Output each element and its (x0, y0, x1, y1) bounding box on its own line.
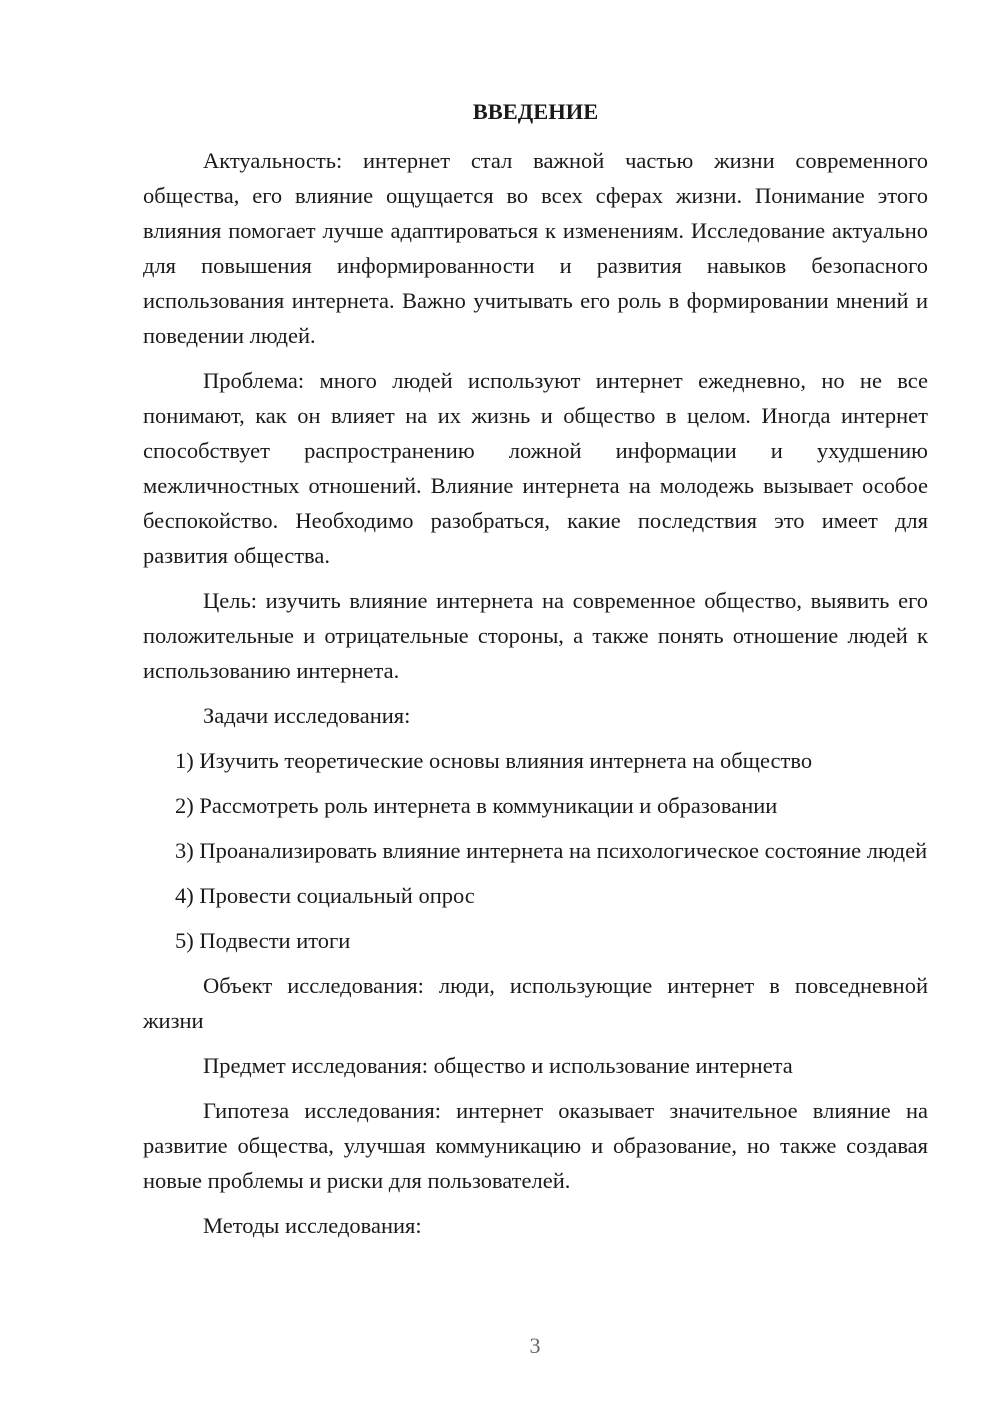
page-number: 3 (529, 1333, 541, 1358)
tasks-title: Задачи исследования: (203, 703, 411, 728)
section-heading: ВВЕДЕНИЕ (472, 99, 599, 124)
task-item: 1) Изучить теоретические основы влияния интернета на общество (175, 748, 813, 773)
methods-title: Методы исследования: (203, 1213, 422, 1238)
task-item: 3) Проанализировать влияние интернета на психологическое состояние людей (175, 838, 928, 863)
relevance-paragraph: Актуальность: интернет стал важной частью жизни современного общества, его влияние ощущается во всех сферах жизни. Понимание этого влияния помогает лучше адаптироваться к изменениям. Исследование актуально для повышения информированности и развития навыков безопасного использования интернета. Важно учитывать его роль в формировании мнений и поведении людей. (143, 148, 928, 348)
task-item: 5) Подвести итоги (175, 928, 351, 953)
page-content (143, 94, 928, 1253)
object-paragraph: Объект исследования: люди, использующие интернет в повседневной жизни (143, 973, 928, 1033)
goal-paragraph: Цель: изучить влияние интернета на современное общество, выявить его положительные и отрицательные стороны, а также понять отношение людей к использованию интернета. (143, 588, 928, 683)
task-item: 2) Рассмотреть роль интернета в коммуникации и образовании (175, 793, 778, 818)
problem-paragraph: Проблема: много людей используют интернет ежедневно, но не все понимают, как он влияет на их жизнь и общество в целом. Иногда интернет способствует распространению ложной информации и ухудшению межличностных отношений. Влияние интернета на молодежь вызывает особое беспокойство. Необходимо разобраться, какие последствия это имеет для развития общества. (143, 368, 928, 568)
hypothesis-paragraph: Гипотеза исследования: интернет оказывает значительное влияние на развитие общества, улучшая коммуникацию и образование, но также создавая новые проблемы и риски для пользователей. (143, 1098, 928, 1193)
task-item: 4) Провести социальный опрос (175, 883, 475, 908)
subject-paragraph: Предмет исследования: общество и использование интернета (203, 1053, 793, 1078)
